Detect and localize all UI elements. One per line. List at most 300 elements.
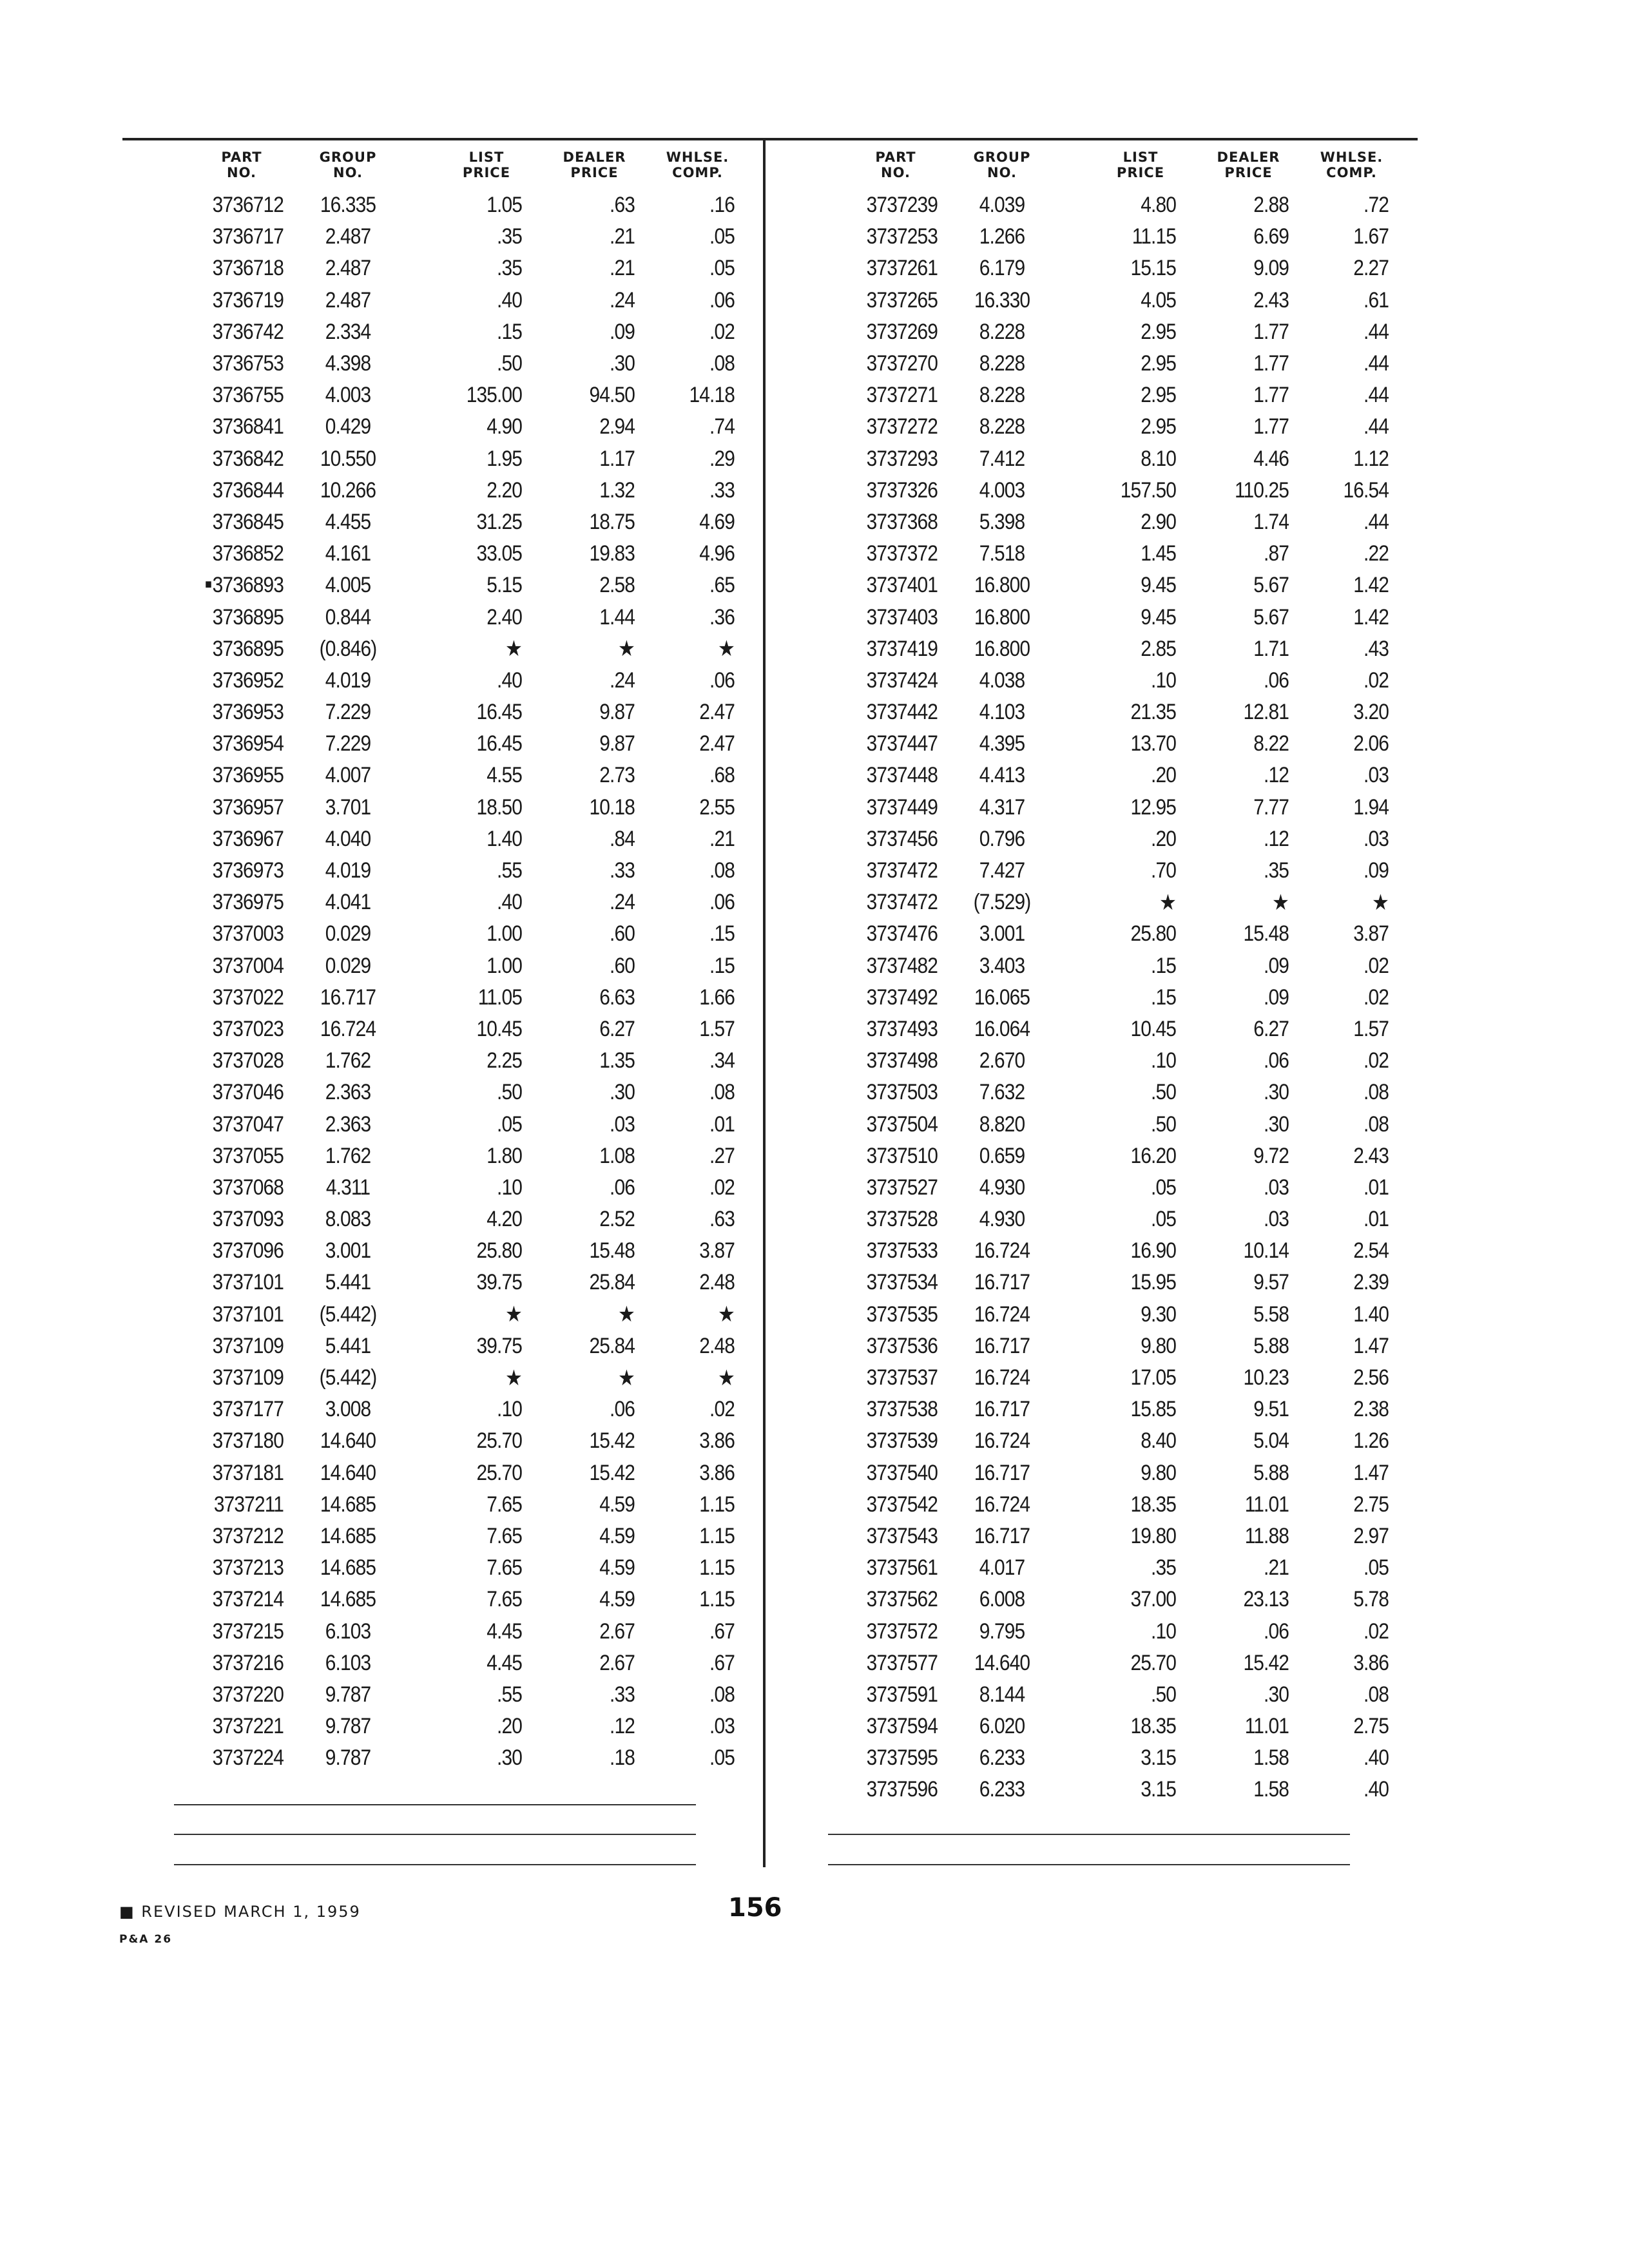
group-no-cell: 16.800	[974, 636, 1030, 661]
table-row	[174, 855, 735, 887]
list-price-cell: 21.35	[1130, 700, 1176, 725]
whlse-comp-cell: 3.87	[699, 1238, 735, 1264]
group-no-cell: 16.724	[974, 1302, 1030, 1327]
list-price-cell: .05	[1151, 1207, 1176, 1232]
dealer-price-cell: 2.58	[599, 573, 635, 598]
whlse-comp-cell: .15	[709, 953, 735, 978]
part-no-cell: 3737028	[212, 1048, 284, 1073]
group-no-cell: 16.800	[974, 604, 1030, 629]
dealer-price-cell: 5.04	[1253, 1428, 1289, 1454]
part-no-cell: 3737503	[866, 1080, 938, 1105]
whlse-comp-cell: 3.86	[699, 1460, 735, 1485]
part-no-cell: 3737096	[212, 1238, 284, 1264]
group-no-cell: 7.427	[979, 858, 1025, 883]
dealer-price-cell: .24	[610, 668, 635, 693]
part-no-cell: 3736954	[212, 731, 284, 756]
group-no-cell: 7.632	[979, 1080, 1025, 1105]
whlse-comp-cell: 4.96	[699, 541, 735, 566]
part-no-cell: 3737543	[866, 1523, 938, 1548]
whlse-comp-cell: .44	[1364, 509, 1389, 534]
group-no-cell: 16.717	[974, 1333, 1030, 1358]
dealer-price-cell: 2.52	[599, 1207, 635, 1232]
dealer-price-cell: ★	[618, 637, 635, 662]
dealer-price-cell: 1.71	[1253, 636, 1289, 661]
part-no-cell: 3737449	[866, 794, 938, 820]
list-price-cell: 16.20	[1130, 1143, 1176, 1168]
whlse-comp-cell: .15	[709, 921, 735, 947]
dealer-price-cell: 5.67	[1253, 573, 1289, 598]
list-price-cell: .35	[1151, 1555, 1176, 1581]
whlse-comp-cell: .08	[1364, 1682, 1389, 1707]
dealer-price-cell: 2.73	[599, 763, 635, 788]
revision-note: ■ REVISED MARCH 1, 1959	[119, 1903, 361, 1921]
list-price-cell: 15.85	[1130, 1397, 1176, 1422]
whlse-comp-cell: .06	[709, 668, 735, 693]
whlse-comp-cell: 2.75	[1353, 1492, 1389, 1517]
group-no-cell: 2.670	[979, 1048, 1025, 1073]
dealer-price-cell: 12.81	[1243, 700, 1289, 725]
table-row	[828, 316, 1389, 348]
part-no-cell: 3737535	[866, 1302, 938, 1327]
dealer-price-cell: .12	[1264, 763, 1289, 788]
whlse-comp-cell: .08	[1364, 1080, 1389, 1105]
part-no-cell: 3737403	[866, 604, 938, 629]
dealer-price-cell: 9.57	[1253, 1270, 1289, 1295]
part-no-cell: 3737577	[866, 1650, 938, 1675]
dealer-price-cell: 1.77	[1253, 351, 1289, 376]
whlse-comp-cell: .02	[1364, 953, 1389, 978]
dealer-price-cell: .09	[1264, 985, 1289, 1010]
list-price-cell: ★	[505, 1365, 522, 1390]
table-row	[174, 1648, 735, 1679]
whlse-comp-cell: 1.26	[1353, 1428, 1389, 1454]
table-row	[174, 411, 735, 443]
table-header	[828, 149, 1389, 189]
whlse-comp-cell: .08	[709, 1080, 735, 1105]
whlse-comp-cell: .01	[1364, 1175, 1389, 1200]
whlse-comp-cell: 1.15	[699, 1555, 735, 1581]
whlse-comp-cell: 1.47	[1353, 1333, 1389, 1358]
list-price-cell: 1.80	[487, 1143, 522, 1168]
whlse-comp-cell: .05	[709, 1745, 735, 1771]
whlse-comp-cell: .44	[1364, 383, 1389, 408]
part-no-cell: 3736717	[212, 224, 284, 249]
dealer-price-cell: .87	[1264, 541, 1289, 566]
list-price-cell: 7.65	[487, 1555, 522, 1581]
list-price-cell: 2.95	[1141, 383, 1176, 408]
list-price-cell: 25.70	[476, 1460, 522, 1485]
part-no-cell: 3737492	[866, 985, 938, 1010]
table-row	[828, 1140, 1389, 1172]
part-no-cell: 3737181	[212, 1460, 284, 1485]
group-no-cell: 16.800	[974, 573, 1030, 598]
table-row	[174, 1077, 735, 1108]
whlse-comp-cell: .02	[1364, 668, 1389, 693]
group-no-cell: 1.762	[325, 1048, 371, 1073]
whlse-comp-cell: 2.75	[1353, 1714, 1389, 1739]
group-no-cell: 6.233	[979, 1745, 1025, 1771]
table-row	[174, 760, 735, 791]
list-price-cell: 1.40	[487, 826, 522, 851]
page-number: 156	[728, 1893, 782, 1923]
group-no-cell: 4.041	[325, 890, 371, 915]
dealer-price-cell: 1.44	[599, 604, 635, 629]
table-row	[828, 1204, 1389, 1235]
list-price-cell: 2.90	[1141, 509, 1176, 534]
whlse-comp-cell: .68	[709, 763, 735, 788]
group-no-cell: 4.455	[325, 509, 371, 534]
list-price-cell: 15.15	[1130, 256, 1176, 281]
whlse-comp-cell: ★	[718, 1365, 735, 1390]
group-no-cell: 8.820	[979, 1111, 1025, 1137]
part-no-cell: 3736719	[212, 287, 284, 312]
dealer-price-cell: .06	[1264, 668, 1289, 693]
dealer-price-cell: 1.17	[599, 446, 635, 471]
table-row	[174, 1711, 735, 1742]
table-row	[174, 918, 735, 950]
dealer-price-cell: 11.88	[1244, 1523, 1289, 1548]
whlse-comp-cell: .67	[709, 1650, 735, 1675]
table-row	[174, 348, 735, 380]
list-price-cell: 18.35	[1130, 1714, 1176, 1739]
part-no-cell: 3737221	[212, 1714, 284, 1739]
whlse-comp-cell: .06	[709, 287, 735, 312]
group-no-cell: 4.161	[325, 541, 371, 566]
table-row	[174, 316, 735, 348]
dealer-price-cell: .12	[610, 1714, 635, 1739]
list-price-cell: .10	[1151, 1619, 1176, 1644]
group-no-cell: 3.403	[979, 953, 1025, 978]
dealer-price-cell: 9.87	[599, 700, 635, 725]
list-price-cell: .35	[497, 224, 522, 249]
dealer-price-cell: 8.22	[1253, 731, 1289, 756]
part-no-cell: 3736975	[212, 890, 284, 915]
dealer-price-cell: .35	[1264, 858, 1289, 883]
dealer-price-cell: .30	[1264, 1080, 1289, 1105]
list-price-cell: 1.95	[487, 446, 522, 471]
list-price-cell: 9.80	[1141, 1333, 1176, 1358]
list-price-cell: .20	[1151, 826, 1176, 851]
dealer-price-cell: 2.43	[1253, 287, 1289, 312]
list-price-cell: 1.05	[487, 193, 522, 218]
group-no-cell: 16.717	[974, 1270, 1030, 1295]
table-row	[828, 1457, 1389, 1489]
group-no-cell: 4.039	[979, 193, 1025, 218]
table-row	[174, 253, 735, 284]
table-row	[828, 411, 1389, 443]
list-price-cell: 2.20	[487, 477, 522, 503]
whlse-comp-cell: .09	[1364, 858, 1389, 883]
header-whlse-comp: WHLSE. COMP.	[666, 149, 729, 180]
group-no-cell: 7.412	[979, 446, 1025, 471]
list-price-cell: ★	[1159, 890, 1176, 915]
whlse-comp-cell: .21	[709, 826, 735, 851]
part-no-cell: 3737177	[212, 1397, 284, 1422]
part-no-cell: 3737215	[212, 1619, 284, 1644]
group-no-cell: 0.429	[325, 414, 371, 439]
table-row	[174, 1172, 735, 1204]
table-row	[828, 665, 1389, 697]
table-row	[174, 1108, 735, 1140]
whlse-comp-cell: 4.69	[699, 509, 735, 534]
group-no-cell: 0.844	[325, 604, 371, 629]
group-no-cell: 2.334	[325, 319, 371, 344]
part-no-cell: 3737528	[866, 1207, 938, 1232]
dealer-price-cell: 9.51	[1253, 1397, 1289, 1422]
part-no-cell: 3737419	[866, 636, 938, 661]
group-no-cell: 3.008	[325, 1397, 371, 1422]
dealer-price-cell: 1.08	[599, 1143, 635, 1168]
dealer-price-cell: 15.42	[589, 1460, 635, 1485]
whlse-comp-cell: 1.47	[1353, 1460, 1389, 1485]
list-price-cell: .15	[1151, 953, 1176, 978]
whlse-comp-cell: 1.94	[1353, 794, 1389, 820]
price-table-right	[828, 149, 1389, 1806]
header-list-price: LIST PRICE	[462, 149, 511, 180]
table-row	[174, 1521, 735, 1552]
list-price-cell: 2.95	[1141, 351, 1176, 376]
table-row	[828, 855, 1389, 887]
dealer-price-cell: 25.84	[589, 1270, 635, 1295]
table-row	[174, 1014, 735, 1045]
group-no-cell: 16.724	[974, 1238, 1030, 1264]
dealer-price-cell: 18.75	[589, 509, 635, 534]
group-no-cell: 4.930	[979, 1175, 1025, 1200]
whlse-comp-cell: 2.27	[1353, 256, 1389, 281]
whlse-comp-cell: 1.57	[699, 1016, 735, 1041]
list-price-cell: 7.65	[487, 1523, 522, 1548]
group-no-cell: 10.550	[320, 446, 376, 471]
part-no-cell: 3737220	[212, 1682, 284, 1707]
header-part-no: PART NO.	[875, 149, 916, 180]
whlse-comp-cell: .33	[709, 477, 735, 503]
part-no-cell: 3736841	[212, 414, 284, 439]
group-no-cell: 16.724	[974, 1492, 1030, 1517]
dealer-price-cell: .18	[610, 1745, 635, 1771]
table-row	[174, 1235, 735, 1267]
whlse-comp-cell: .16	[709, 193, 735, 218]
group-no-cell: 9.787	[325, 1682, 371, 1707]
part-no-cell: 3737534	[866, 1270, 938, 1295]
price-table-left	[174, 149, 735, 1774]
list-price-cell: 25.80	[1130, 921, 1176, 947]
dealer-price-cell: .24	[610, 890, 635, 915]
dealer-price-cell: 10.23	[1243, 1365, 1289, 1390]
part-no-cell: 3737261	[866, 256, 938, 281]
list-price-cell: 4.45	[487, 1650, 522, 1675]
whlse-comp-cell: .02	[1364, 985, 1389, 1010]
table-header	[174, 149, 735, 189]
group-no-cell: 2.363	[325, 1080, 371, 1105]
whlse-comp-cell: .06	[709, 890, 735, 915]
table-row	[828, 189, 1389, 221]
dealer-price-cell: .30	[1264, 1682, 1289, 1707]
group-no-cell: 7.229	[325, 700, 371, 725]
whlse-comp-cell: .03	[1364, 763, 1389, 788]
top-rule	[122, 138, 1418, 140]
group-no-cell: 6.020	[979, 1714, 1025, 1739]
part-no-cell: 3736895	[212, 604, 284, 629]
header-group-no: GROUP NO.	[973, 149, 1031, 180]
whlse-comp-cell: .65	[709, 573, 735, 598]
part-no-cell: 3737472	[866, 890, 938, 915]
whlse-comp-cell: 2.54	[1353, 1238, 1389, 1264]
list-price-cell: 18.35	[1130, 1492, 1176, 1517]
table-row	[174, 1394, 735, 1425]
group-no-cell: 8.144	[979, 1682, 1025, 1707]
group-no-cell: 16.717	[974, 1460, 1030, 1485]
table-row	[828, 1394, 1389, 1425]
group-no-cell: 9.787	[325, 1745, 371, 1771]
group-no-cell: 10.266	[320, 477, 376, 503]
list-price-cell: 33.05	[476, 541, 522, 566]
dealer-price-cell: 5.88	[1253, 1460, 1289, 1485]
part-no-cell: 3737180	[212, 1428, 284, 1454]
whlse-comp-cell: .67	[709, 1619, 735, 1644]
list-price-cell: .20	[497, 1714, 522, 1739]
part-no-cell: 3736957	[212, 794, 284, 820]
list-price-cell: 11.05	[477, 985, 522, 1010]
dealer-price-cell: .33	[610, 858, 635, 883]
part-no-cell: 3737562	[866, 1587, 938, 1612]
part-no-cell: 3737595	[866, 1745, 938, 1771]
table-row	[174, 1679, 735, 1711]
list-price-cell: 11.15	[1132, 224, 1176, 249]
dealer-price-cell: .03	[1264, 1207, 1289, 1232]
part-no-cell: 3737213	[212, 1555, 284, 1581]
dealer-price-cell: 1.77	[1253, 383, 1289, 408]
list-price-cell: 157.50	[1120, 477, 1176, 503]
group-no-cell: 8.228	[979, 319, 1025, 344]
part-no-cell: 3737447	[866, 731, 938, 756]
part-no-cell: 3736967	[212, 826, 284, 851]
dealer-price-cell: 4.59	[599, 1587, 635, 1612]
group-no-cell: 1.762	[325, 1143, 371, 1168]
table-row	[828, 728, 1389, 760]
list-price-cell: 9.45	[1141, 604, 1176, 629]
part-no-cell: 3737594	[866, 1714, 938, 1739]
list-price-cell: 17.05	[1130, 1365, 1176, 1390]
list-price-cell: 4.90	[487, 414, 522, 439]
list-price-cell: .15	[1151, 985, 1176, 1010]
table-row	[828, 697, 1389, 728]
whlse-comp-cell: 2.38	[1353, 1397, 1389, 1422]
header-dealer-price: DEALER PRICE	[563, 149, 626, 180]
list-price-cell: .05	[1151, 1175, 1176, 1200]
whlse-comp-cell: .44	[1364, 319, 1389, 344]
list-price-cell: 39.75	[476, 1333, 522, 1358]
group-no-cell: 0.029	[325, 953, 371, 978]
table-row	[828, 443, 1389, 475]
whlse-comp-cell: 3.20	[1353, 700, 1389, 725]
list-price-cell: 16.45	[476, 731, 522, 756]
dealer-price-cell: 10.18	[589, 794, 635, 820]
whlse-comp-cell: 3.86	[699, 1428, 735, 1454]
part-no-cell: 3736718	[212, 256, 284, 281]
part-no-cell: 3737527	[866, 1175, 938, 1200]
table-row	[828, 1077, 1389, 1108]
dealer-price-cell: .24	[610, 287, 635, 312]
group-no-cell: 3.701	[325, 794, 371, 820]
list-price-cell: .50	[497, 1080, 522, 1105]
whlse-comp-cell: .02	[1364, 1048, 1389, 1073]
list-price-cell: 12.95	[1130, 794, 1176, 820]
table-row	[828, 1774, 1389, 1805]
dealer-price-cell: 11.01	[1244, 1492, 1289, 1517]
part-no-cell: 3737538	[866, 1397, 938, 1422]
blank-entry-line	[174, 1834, 696, 1835]
part-no-cell: 3737101	[212, 1302, 284, 1327]
table-row	[174, 665, 735, 697]
dealer-price-cell: 1.77	[1253, 319, 1289, 344]
table-row	[174, 1489, 735, 1521]
table-row	[828, 475, 1389, 506]
table-row	[174, 1331, 735, 1362]
part-no-cell: 3737269	[866, 319, 938, 344]
table-row	[174, 1362, 735, 1394]
dealer-price-cell: 11.01	[1244, 1714, 1289, 1739]
list-price-cell: 4.05	[1141, 287, 1176, 312]
table-row	[174, 601, 735, 633]
group-no-cell: 2.487	[325, 256, 371, 281]
part-no-cell: 3737270	[866, 351, 938, 376]
group-no-cell: 2.487	[325, 287, 371, 312]
whlse-comp-cell: 1.40	[1353, 1302, 1389, 1327]
dealer-price-cell: .30	[610, 351, 635, 376]
part-no-cell: 3737482	[866, 953, 938, 978]
table-row	[174, 538, 735, 570]
group-no-cell: 16.724	[974, 1428, 1030, 1454]
dealer-price-cell: 6.27	[599, 1016, 635, 1041]
group-no-cell: 16.724	[320, 1016, 376, 1041]
whlse-comp-cell: .08	[709, 1682, 735, 1707]
list-price-cell: .10	[1151, 1048, 1176, 1073]
dealer-price-cell: 4.46	[1253, 446, 1289, 471]
part-no-cell: 3737493	[866, 1016, 938, 1041]
table-row	[828, 1521, 1389, 1552]
group-no-cell: 16.064	[974, 1016, 1030, 1041]
table-row	[174, 570, 735, 601]
whlse-comp-cell: .08	[1364, 1111, 1389, 1137]
revised-marker: ■	[205, 577, 211, 592]
whlse-comp-cell: .34	[709, 1048, 735, 1073]
dealer-price-cell: .06	[610, 1397, 635, 1422]
dealer-price-cell: 5.58	[1253, 1302, 1289, 1327]
list-price-cell: 9.80	[1141, 1460, 1176, 1485]
dealer-price-cell: .84	[610, 826, 635, 851]
whlse-comp-cell: .05	[709, 256, 735, 281]
dealer-price-cell: .30	[610, 1080, 635, 1105]
dealer-price-cell: 4.59	[599, 1555, 635, 1581]
form-code: P&A 26	[119, 1933, 173, 1946]
header-whlse-comp: WHLSE. COMP.	[1320, 149, 1383, 180]
group-no-cell: 2.363	[325, 1111, 371, 1137]
dealer-price-cell: 1.58	[1253, 1777, 1289, 1802]
list-price-cell: .40	[497, 287, 522, 312]
group-no-cell: 14.640	[320, 1460, 376, 1485]
list-price-cell: 135.00	[466, 383, 522, 408]
part-no-cell: 3737536	[866, 1333, 938, 1358]
whlse-comp-cell: 1.67	[1353, 224, 1389, 249]
group-no-cell: 4.019	[325, 668, 371, 693]
list-price-cell: 2.40	[487, 604, 522, 629]
dealer-price-cell: 4.59	[599, 1492, 635, 1517]
list-price-cell: 3.15	[1141, 1745, 1176, 1771]
group-no-cell: 16.724	[974, 1365, 1030, 1390]
whlse-comp-cell: 2.97	[1353, 1523, 1389, 1548]
part-no-cell: 3737533	[866, 1238, 938, 1264]
list-price-cell: 8.10	[1141, 446, 1176, 471]
